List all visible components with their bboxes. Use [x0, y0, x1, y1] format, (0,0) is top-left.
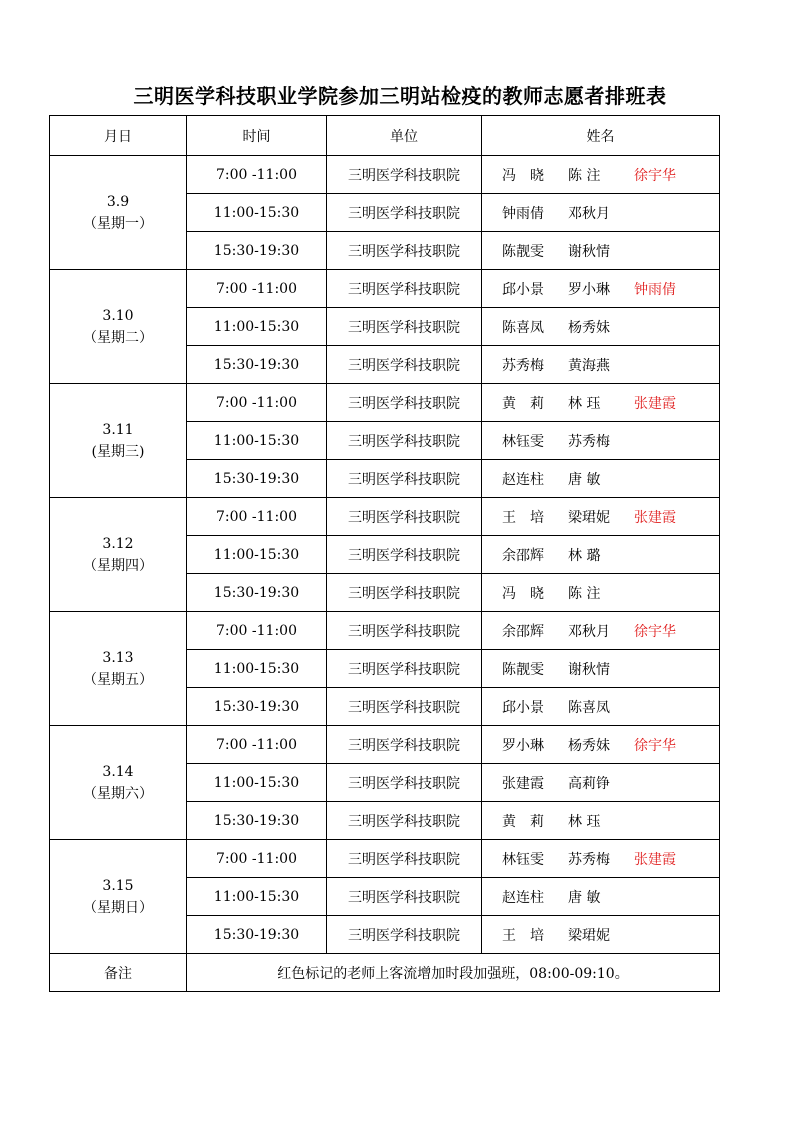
table-row	[50, 612, 720, 650]
weekday-value: (星期三)	[91, 443, 145, 460]
names-cell	[482, 346, 720, 384]
date-cell	[50, 498, 187, 612]
names-cell	[482, 688, 720, 726]
reinforcement-name: 张建霞	[634, 851, 676, 868]
volunteer-name: 苏秀梅	[568, 851, 610, 868]
volunteer-name: 梁珺妮	[568, 927, 610, 944]
date-value: 3.15	[102, 877, 134, 894]
volunteer-name: 余邵辉	[502, 547, 544, 564]
time-cell: 15:30-19:30	[187, 916, 327, 954]
volunteer-name: 邓秋月	[568, 205, 610, 222]
volunteer-name: 罗小琳	[568, 281, 610, 298]
volunteer-name: 林 珏	[568, 395, 601, 412]
time-cell: 7:00 -11:00	[187, 726, 327, 764]
names-cell	[482, 840, 720, 878]
unit-cell: 三明医学科技职院	[327, 688, 482, 726]
names-cell	[482, 194, 720, 232]
names-cell	[482, 270, 720, 308]
unit-cell: 三明医学科技职院	[327, 270, 482, 308]
names-cell	[482, 726, 720, 764]
header-date: 月日	[50, 116, 187, 156]
date-cell	[50, 726, 187, 840]
volunteer-name: 林 璐	[568, 547, 601, 564]
names-cell	[482, 536, 720, 574]
date-value: 3.11	[102, 421, 134, 438]
volunteer-name: 邱小景	[502, 699, 544, 716]
header-time: 时间	[187, 116, 327, 156]
unit-cell: 三明医学科技职院	[327, 840, 482, 878]
names-cell	[482, 650, 720, 688]
unit-cell: 三明医学科技职院	[327, 650, 482, 688]
unit-cell: 三明医学科技职院	[327, 232, 482, 270]
unit-cell: 三明医学科技职院	[327, 384, 482, 422]
date-cell	[50, 156, 187, 270]
unit-cell: 三明医学科技职院	[327, 460, 482, 498]
volunteer-name: 罗小琳	[502, 737, 544, 754]
volunteer-name: 陈靓雯	[502, 243, 544, 260]
volunteer-name: 黄 莉	[502, 395, 544, 412]
time-cell: 7:00 -11:00	[187, 156, 327, 194]
unit-cell: 三明医学科技职院	[327, 726, 482, 764]
volunteer-name: 林 珏	[568, 813, 601, 830]
unit-cell: 三明医学科技职院	[327, 878, 482, 916]
weekday-value: （星期二）	[83, 329, 153, 346]
time-cell: 7:00 -11:00	[187, 384, 327, 422]
unit-cell: 三明医学科技职院	[327, 802, 482, 840]
reinforcement-name: 徐宇华	[634, 167, 676, 184]
names-cell	[482, 156, 720, 194]
unit-cell: 三明医学科技职院	[327, 612, 482, 650]
volunteer-name: 梁珺妮	[568, 509, 610, 526]
time-cell: 15:30-19:30	[187, 346, 327, 384]
volunteer-name: 陈 注	[568, 167, 601, 184]
names-cell	[482, 498, 720, 536]
table-row	[50, 270, 720, 308]
weekday-value: （星期一）	[83, 215, 153, 232]
header-row	[50, 116, 720, 156]
date-value: 3.14	[102, 763, 134, 780]
volunteer-name: 冯 晓	[502, 585, 544, 602]
time-cell: 15:30-19:30	[187, 802, 327, 840]
date-cell	[50, 384, 187, 498]
time-cell: 7:00 -11:00	[187, 840, 327, 878]
time-cell: 11:00-15:30	[187, 308, 327, 346]
table-row	[50, 384, 720, 422]
names-cell	[482, 574, 720, 612]
volunteer-name: 谢秋情	[568, 661, 610, 678]
time-cell: 7:00 -11:00	[187, 612, 327, 650]
reinforcement-name: 徐宇华	[634, 623, 676, 640]
volunteer-name: 陈靓雯	[502, 661, 544, 678]
volunteer-name: 唐 敏	[568, 471, 601, 488]
volunteer-name: 唐 敏	[568, 889, 601, 906]
schedule-body	[50, 156, 720, 954]
table-row	[50, 156, 720, 194]
weekday-value: （星期五）	[83, 671, 153, 688]
volunteer-name: 王 培	[502, 509, 544, 526]
names-cell	[482, 764, 720, 802]
date-cell	[50, 612, 187, 726]
note-text: 红色标记的老师上客流增加时段加强班，08:00-09:10。	[187, 954, 720, 992]
volunteer-name: 邓秋月	[568, 623, 610, 640]
date-cell	[50, 270, 187, 384]
volunteer-name: 王 培	[502, 927, 544, 944]
unit-cell: 三明医学科技职院	[327, 156, 482, 194]
time-cell: 7:00 -11:00	[187, 498, 327, 536]
volunteer-name: 杨秀妹	[568, 737, 610, 754]
table-row	[50, 498, 720, 536]
date-value: 3.13	[102, 649, 134, 666]
time-cell: 15:30-19:30	[187, 460, 327, 498]
weekday-value: （星期日）	[83, 899, 153, 916]
note-label: 备注	[50, 954, 187, 992]
time-cell: 15:30-19:30	[187, 574, 327, 612]
weekday-value: （星期四）	[83, 557, 153, 574]
names-cell	[482, 384, 720, 422]
time-cell: 15:30-19:30	[187, 688, 327, 726]
reinforcement-name: 张建霞	[634, 509, 676, 526]
unit-cell: 三明医学科技职院	[327, 498, 482, 536]
volunteer-name: 陈喜凤	[568, 699, 610, 716]
unit-cell: 三明医学科技职院	[327, 346, 482, 384]
volunteer-name: 高莉铮	[568, 775, 610, 792]
volunteer-name: 邱小景	[502, 281, 544, 298]
time-cell: 15:30-19:30	[187, 232, 327, 270]
time-cell: 11:00-15:30	[187, 422, 327, 460]
names-cell	[482, 802, 720, 840]
volunteer-name: 杨秀妹	[568, 319, 610, 336]
names-cell	[482, 422, 720, 460]
names-cell	[482, 460, 720, 498]
reinforcement-name: 徐宇华	[634, 737, 676, 754]
volunteer-name: 陈喜凤	[502, 319, 544, 336]
volunteer-name: 林钰雯	[502, 851, 544, 868]
date-cell	[50, 840, 187, 954]
names-cell	[482, 878, 720, 916]
date-value: 3.12	[102, 535, 134, 552]
note-row	[50, 954, 720, 992]
header-names: 姓名	[482, 116, 720, 156]
volunteer-name: 陈 注	[568, 585, 601, 602]
time-cell: 11:00-15:30	[187, 194, 327, 232]
page-title: 三明医学科技职业学院参加三明站检疫的教师志愿者排班表	[133, 84, 667, 108]
volunteer-name: 谢秋情	[568, 243, 610, 260]
unit-cell: 三明医学科技职院	[327, 308, 482, 346]
weekday-value: （星期六）	[83, 785, 153, 802]
unit-cell: 三明医学科技职院	[327, 764, 482, 802]
names-cell	[482, 916, 720, 954]
time-cell: 11:00-15:30	[187, 536, 327, 574]
time-cell: 11:00-15:30	[187, 878, 327, 916]
unit-cell: 三明医学科技职院	[327, 916, 482, 954]
volunteer-name: 苏秀梅	[568, 433, 610, 450]
time-cell: 11:00-15:30	[187, 764, 327, 802]
table-row	[50, 840, 720, 878]
volunteer-name: 苏秀梅	[502, 357, 544, 374]
volunteer-name: 张建霞	[502, 775, 544, 792]
unit-cell: 三明医学科技职院	[327, 536, 482, 574]
date-value: 3.10	[102, 307, 134, 324]
header-unit: 单位	[327, 116, 482, 156]
volunteer-name: 余邵辉	[502, 623, 544, 640]
date-value: 3.9	[106, 193, 130, 210]
table-row	[50, 726, 720, 764]
names-cell	[482, 232, 720, 270]
reinforcement-name: 张建霞	[634, 395, 676, 412]
volunteer-name: 赵连柱	[502, 889, 544, 906]
volunteer-name: 钟雨倩	[502, 205, 544, 222]
volunteer-name: 冯 晓	[502, 167, 544, 184]
volunteer-name: 黄海燕	[568, 357, 610, 374]
time-cell: 7:00 -11:00	[187, 270, 327, 308]
unit-cell: 三明医学科技职院	[327, 422, 482, 460]
time-cell: 11:00-15:30	[187, 650, 327, 688]
unit-cell: 三明医学科技职院	[327, 194, 482, 232]
reinforcement-name: 钟雨倩	[634, 281, 676, 298]
names-cell	[482, 308, 720, 346]
volunteer-name: 林钰雯	[502, 433, 544, 450]
schedule-table	[49, 115, 720, 992]
names-cell	[482, 612, 720, 650]
unit-cell: 三明医学科技职院	[327, 574, 482, 612]
volunteer-name: 黄 莉	[502, 813, 544, 830]
volunteer-name: 赵连柱	[502, 471, 544, 488]
